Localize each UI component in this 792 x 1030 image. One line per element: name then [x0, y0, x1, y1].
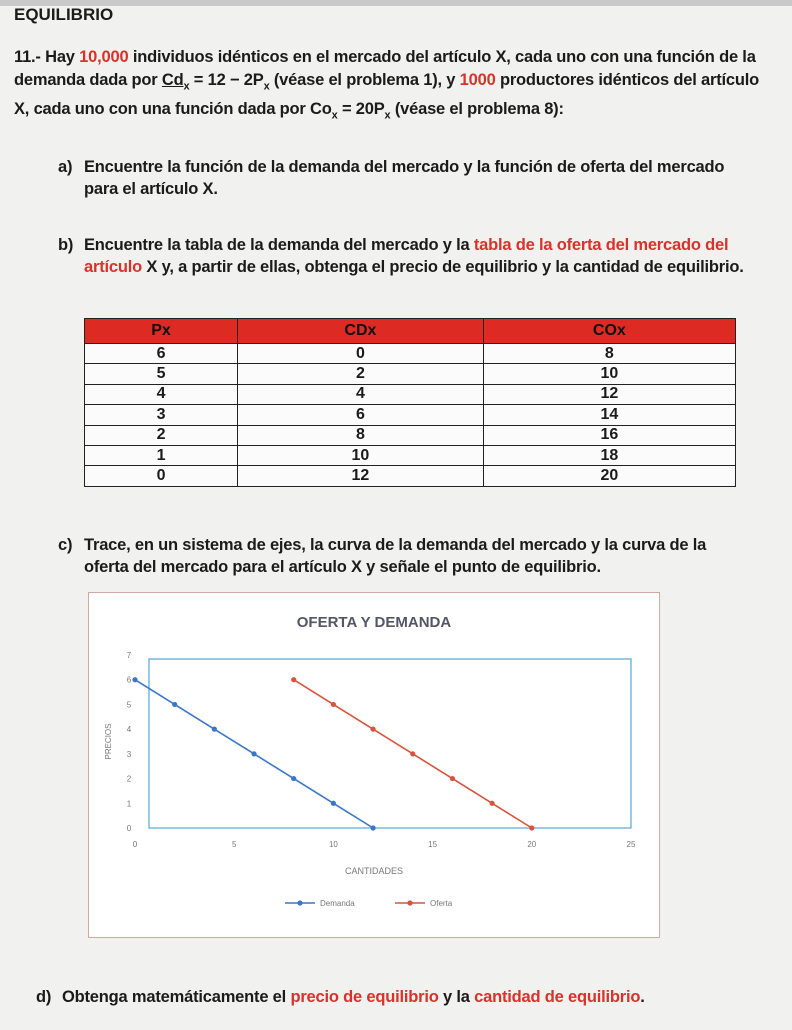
- page-title: EQUILIBRIO: [14, 5, 114, 24]
- intro-text-2: individuos idénticos en el mercado del artículo X, cada uno con una función de la demanda dada por: [14, 48, 756, 89]
- table-row: 4 4 12: [85, 384, 736, 404]
- part-d: [36, 986, 776, 1008]
- part-b-text: Encuentre la tabla de la demanda del mercado y la tabla de la oferta del mercado del artículo X y, a partir de ellas, obtenga el precio de equilibrio y la cantidad de equilibrio.: [84, 236, 744, 276]
- chart-title: OFERTA Y DEMANDA: [296, 614, 452, 631]
- plot-area-border: [149, 659, 631, 828]
- x-tick-label: 0: [132, 840, 138, 849]
- part-a-text: Encuentre la función de la demanda del mercado y la función de oferta del mercado para el artículo X.: [84, 158, 725, 198]
- table-row: 1 10 18: [85, 445, 736, 465]
- y-tick-label: 0: [126, 824, 132, 833]
- y-tick-label: 5: [126, 700, 132, 710]
- market-table: [84, 318, 736, 487]
- part-c-text: Trace, en un sistema de ejes, la curva de la demanda del mercado y la curva de la oferta del mercado para el artículo X y señale el punto de equilibrio.: [84, 536, 707, 576]
- chart-container: [88, 592, 660, 938]
- part-c-label: c): [58, 536, 73, 554]
- problem-statement: 11.- Hay 10,000 individuos idénticos en el mercado del artículo X, cada uno con una función de la demanda dada por $Cd_x = 12 - 2P_x$ (véase el problema 1), y 1000 productores idénticos del artículo X, cada uno con una función dada por $Co_x = 20P_x$ (véase el problema 8):: [14, 48, 760, 122]
- equilibrium-price-highlight: precio de equilibrio: [290, 988, 439, 1006]
- legend-label-oferta: Oferta: [430, 899, 453, 908]
- demanda-point: [370, 825, 375, 830]
- oferta-point: [410, 751, 415, 756]
- producers-count: 1000: [459, 71, 496, 89]
- y-tick-label: 4: [126, 725, 132, 735]
- x-axis-label: CANTIDADES: [344, 866, 404, 876]
- header-demand: CDx: [238, 319, 484, 344]
- oferta-point: [450, 776, 455, 781]
- table-row: 3 6 14: [85, 405, 736, 425]
- equilibrium-quantity-highlight: cantidad de equilibrio: [474, 988, 641, 1006]
- table-row: 5 2 10: [85, 364, 736, 384]
- intro-text-4: productores idénticos del artículo X, cada uno con una función dada por: [14, 71, 760, 119]
- y-tick-label: 6: [126, 675, 132, 685]
- intro-text-3: (véase el problema 1), y: [269, 71, 460, 89]
- header-supply: COx: [483, 319, 735, 344]
- part-d-label: d): [36, 988, 52, 1006]
- demanda-point: [291, 776, 296, 781]
- part-a: [58, 156, 748, 200]
- demanda-point: [172, 702, 177, 707]
- part-c: [58, 534, 748, 578]
- demanda-point: [132, 677, 137, 682]
- x-tick-label: 10: [328, 840, 338, 849]
- part-b-label: b): [58, 236, 74, 254]
- part-b-highlight: tabla de la oferta del mercado del artículo: [84, 236, 729, 276]
- table-row: 6 0 8: [85, 344, 736, 364]
- y-tick-label: 3: [126, 749, 132, 759]
- oferta-point: [529, 825, 534, 830]
- part-b: [58, 234, 748, 278]
- legend-label-demanda: Demanda: [320, 899, 355, 908]
- supply-demand-chart: [89, 593, 659, 937]
- oferta-point: [331, 702, 336, 707]
- legend-marker-oferta: [407, 900, 412, 905]
- y-tick-label: 1: [126, 799, 132, 809]
- legend-marker-demanda: [297, 900, 302, 905]
- x-tick-label: 5: [231, 840, 237, 849]
- demanda-point: [212, 727, 217, 732]
- demand-function: $Cd_x$: [161, 71, 190, 93]
- table-row: 0 12 20: [85, 466, 736, 486]
- x-tick-label: 15: [428, 840, 438, 849]
- intro-text-5: (véase el problema 8):: [390, 100, 564, 119]
- intro-text-1: 11.- Hay: [14, 48, 80, 66]
- oferta-point: [370, 727, 375, 732]
- y-tick-label: 2: [126, 774, 132, 784]
- demanda-point: [251, 751, 256, 756]
- x-tick-label: 20: [527, 840, 537, 849]
- part-d-text: Obtenga matemáticamente el precio de equilibrio y la cantidad de equilibrio.: [62, 988, 645, 1006]
- oferta-point: [291, 677, 296, 682]
- supply-function: $Co_x = 20P_x$: [310, 100, 391, 122]
- part-a-label: a): [58, 158, 73, 176]
- table-row: 2 8 16: [85, 425, 736, 445]
- demanda-point: [331, 801, 336, 806]
- header-price: Px: [85, 319, 238, 344]
- individuals-count: 10,000: [79, 48, 129, 66]
- x-tick-label: 25: [626, 840, 636, 849]
- y-axis-label: PRECIOS: [104, 723, 113, 760]
- oferta-point: [490, 801, 495, 806]
- top-strip: [0, 0, 792, 6]
- y-tick-label: 7: [126, 651, 132, 660]
